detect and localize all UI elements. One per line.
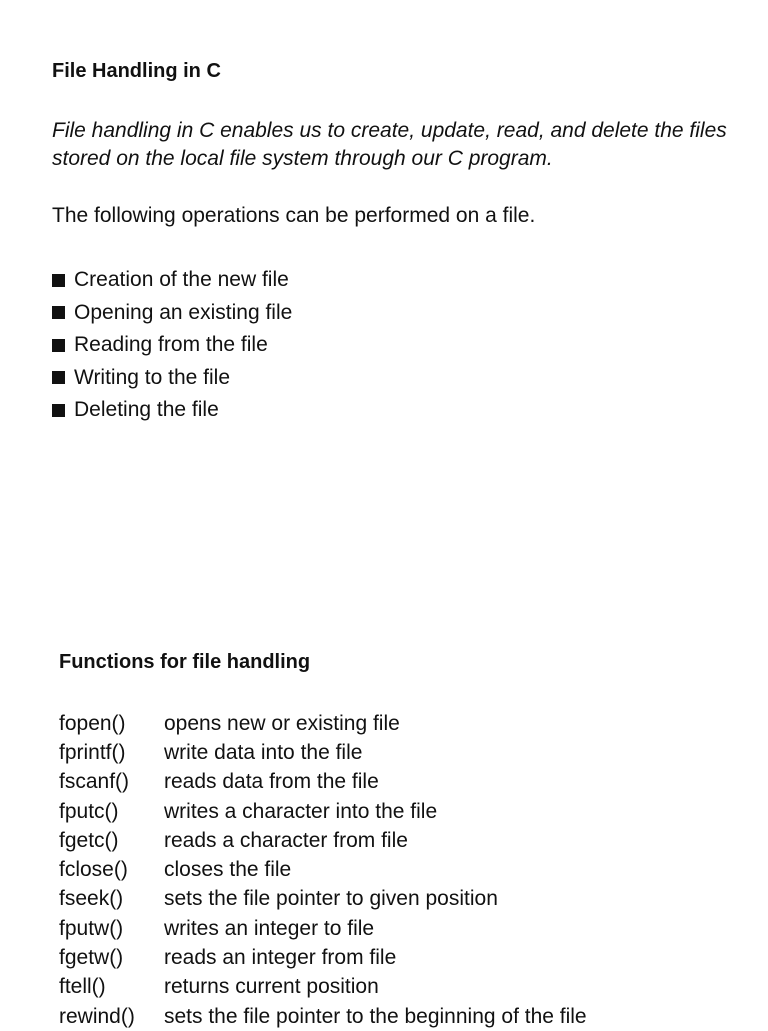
operations-list [52,264,292,427]
function-description: writes an integer to file [164,916,375,940]
table-row [59,914,587,943]
function-name: fclose() [59,858,128,882]
intro-paragraph: File handling in C enables us to create, update, read, and delete the files stored on the local file system through our C program. [52,119,727,170]
functions-heading: Functions for file handling [59,651,311,673]
list-item [52,329,292,362]
table-row [59,826,587,855]
table-row [59,768,587,797]
function-name: fputw() [59,916,124,940]
operation-label: Deleting the file [74,398,219,422]
table-row [59,738,587,767]
operation-label: Reading from the file [74,333,268,357]
table-row [59,797,587,826]
operation-label: Opening an existing file [74,300,293,324]
function-description: reads data from the file [164,770,379,794]
function-name: fgetw() [59,946,124,970]
table-row [59,855,587,884]
operation-label: Creation of the new file [74,268,289,292]
function-name: fopen() [59,711,126,735]
page-title: File Handling in C [52,60,221,82]
table-row [59,885,587,914]
function-name: fgetc() [59,828,119,852]
function-name: fscanf() [59,770,130,794]
function-name: fseek() [59,887,124,911]
function-name: rewind() [59,1004,135,1028]
square-bullet-icon [52,404,65,417]
function-description: writes a character into the file [164,799,438,823]
function-name: ftell() [59,975,106,999]
function-description: reads a character from file [164,828,408,852]
function-description: returns current position [164,975,379,999]
table-row [59,973,587,1002]
square-bullet-icon [52,274,65,287]
function-name: fprintf() [59,740,126,764]
function-description: write data into the file [164,740,363,764]
square-bullet-icon [52,371,65,384]
square-bullet-icon [52,339,65,352]
function-description: opens new or existing file [164,711,400,735]
table-row [59,943,587,972]
function-description: sets the file pointer to the beginning of the file [164,1004,587,1028]
list-item [52,362,292,395]
function-description: closes the file [164,858,292,882]
function-description: sets the file pointer to given position [164,887,498,911]
list-item [52,297,292,330]
functions-table [59,709,587,1031]
operations-lead: The following operations can be performed on a file. [52,204,536,227]
square-bullet-icon [52,306,65,319]
operation-label: Writing to the file [74,365,231,389]
function-name: fputc() [59,799,119,823]
table-row [59,1002,587,1031]
list-item [52,394,292,427]
list-item [52,264,292,297]
table-row [59,709,587,738]
function-description: reads an integer from file [164,946,397,970]
